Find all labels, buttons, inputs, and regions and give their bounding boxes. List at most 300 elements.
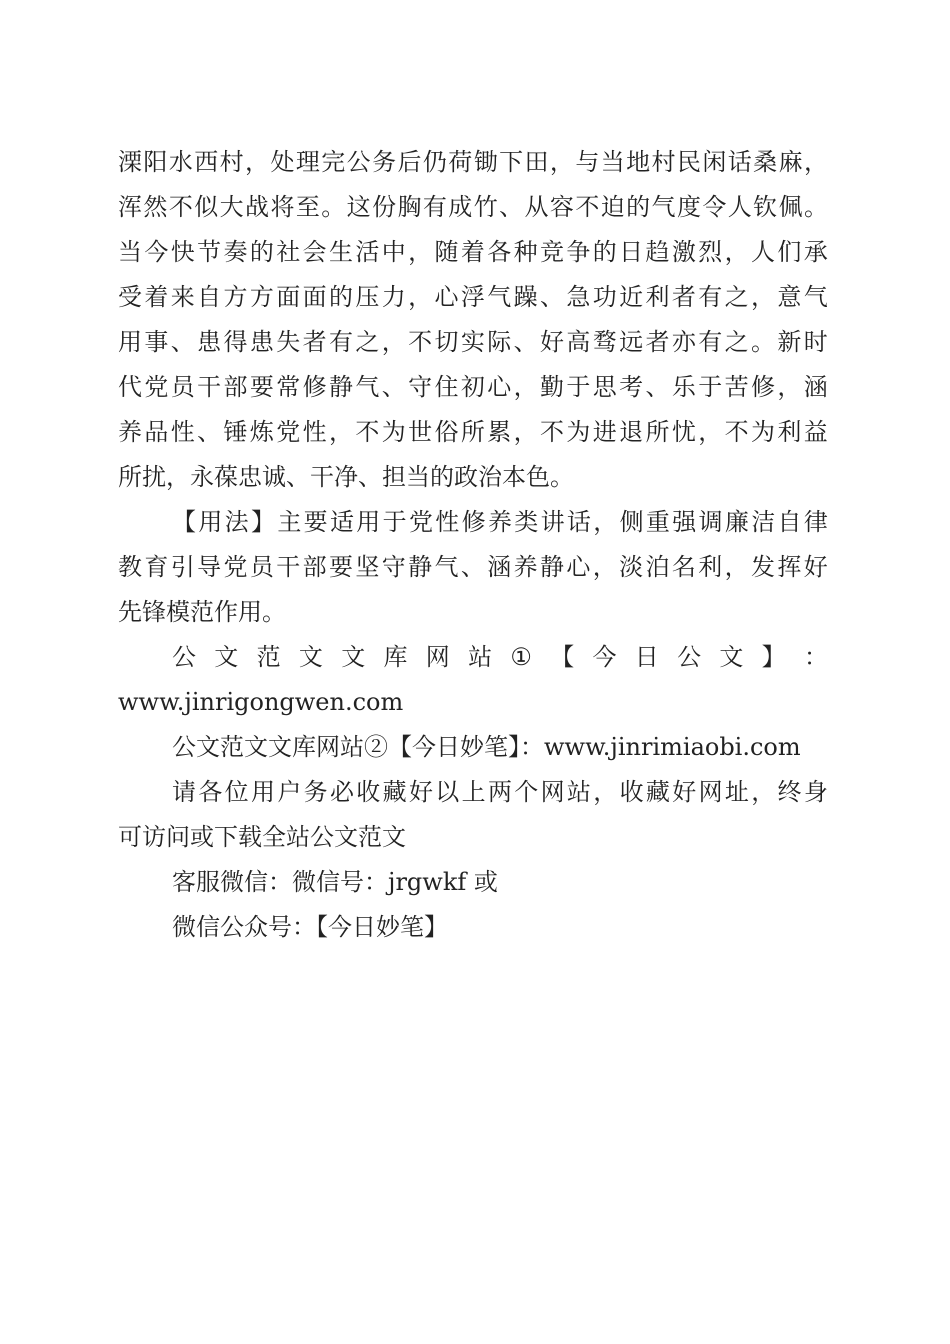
glyph: ， <box>593 778 618 806</box>
glyph: 涵 <box>487 553 512 581</box>
glyph: ， <box>751 778 776 806</box>
text-line <box>118 230 828 275</box>
text-line: 所扰，永葆忠诚、干净、担当的政治本色。 <box>118 463 574 491</box>
glyph: 心 <box>487 373 512 401</box>
glyph: 然 <box>143 193 168 221</box>
glyph: 住 <box>434 373 459 401</box>
service-block <box>118 860 828 950</box>
glyph: 类 <box>514 508 539 536</box>
glyph: 浮 <box>460 283 485 311</box>
glyph: 理 <box>295 148 320 176</box>
glyph: 切 <box>434 328 459 356</box>
glyph: 心 <box>566 553 591 581</box>
glyph: 随 <box>434 238 459 266</box>
glyph: ： <box>803 643 828 671</box>
glyph: 炼 <box>249 418 274 446</box>
glyph: 名 <box>671 553 696 581</box>
glyph: 淡 <box>619 553 644 581</box>
glyph: 所 <box>460 418 485 446</box>
glyph: 员 <box>249 553 274 581</box>
glyph: 为 <box>751 418 775 446</box>
glyph: 文 <box>719 643 744 671</box>
glyph: 种 <box>513 238 538 266</box>
glyph: 下 <box>499 148 524 176</box>
glyph: 收 <box>356 778 381 806</box>
glyph: 者 <box>671 283 696 311</box>
glyph: 守 <box>381 553 406 581</box>
glyph: 时 <box>803 328 828 356</box>
glyph: 大 <box>219 193 244 221</box>
glyph: 之 <box>724 283 749 311</box>
glyph: 、 <box>513 328 538 356</box>
glyph: 气 <box>803 283 828 311</box>
glyph: 患 <box>249 328 274 356</box>
glyph: 得 <box>223 328 248 356</box>
glyph: 村 <box>219 148 244 176</box>
glyph: 】 <box>250 508 275 536</box>
glyph: 党 <box>276 418 301 446</box>
glyph: 】 <box>761 643 786 671</box>
glyph: 修 <box>302 373 327 401</box>
glyph: ① <box>510 643 532 671</box>
glyph: 自 <box>777 508 802 536</box>
text-line <box>118 365 828 410</box>
text-line <box>118 185 828 230</box>
glyph: 人 <box>727 193 752 221</box>
glyph: 阳 <box>143 148 168 176</box>
glyph: 党 <box>223 553 248 581</box>
glyph: 日 <box>619 238 644 266</box>
glyph: 养 <box>487 508 512 536</box>
glyph: 患 <box>197 328 222 356</box>
glyph: 新 <box>777 328 802 356</box>
glyph: 桑 <box>753 148 778 176</box>
glyph: 从 <box>524 193 549 221</box>
glyph: 着 <box>144 283 169 311</box>
glyph: 要 <box>303 508 328 536</box>
glyph: 烈 <box>698 238 723 266</box>
glyph: 荷 <box>448 148 473 176</box>
glyph: 各 <box>487 238 512 266</box>
glyph: 骛 <box>592 328 617 356</box>
glyph: 、 <box>540 283 564 311</box>
glyph: 生 <box>329 238 353 266</box>
glyph: 身 <box>803 778 828 806</box>
glyph: ， <box>381 328 406 356</box>
text-line <box>118 275 828 320</box>
glyph: 实 <box>460 328 485 356</box>
glyph: 今 <box>144 238 169 266</box>
glyph: 胸 <box>397 193 422 221</box>
glyph: ， <box>698 418 723 446</box>
glyph: 今 <box>592 643 617 671</box>
glyph: 钦 <box>753 193 778 221</box>
glyph: 与 <box>575 148 600 176</box>
glyph: ， <box>329 418 353 446</box>
glyph: ， <box>513 418 538 446</box>
glyph: 的 <box>329 283 353 311</box>
glyph: 好 <box>540 328 564 356</box>
glyph: 静 <box>329 373 353 401</box>
glyph: 【 <box>172 508 196 536</box>
glyph: 静 <box>540 553 564 581</box>
glyph: 份 <box>372 193 397 221</box>
glyph: 高 <box>566 328 591 356</box>
glyph: 者 <box>645 328 670 356</box>
text-line <box>118 545 828 590</box>
glyph: 必 <box>329 778 354 806</box>
glyph: 仍 <box>422 148 447 176</box>
glyph: 益 <box>803 418 828 446</box>
glyph: 有 <box>698 328 723 356</box>
glyph: 终 <box>777 778 802 806</box>
glyph: 的 <box>249 238 274 266</box>
glyph: 锄 <box>473 148 498 176</box>
glyph: 范 <box>256 643 281 671</box>
glyph: 有 <box>329 328 353 356</box>
website-2-block <box>118 725 828 770</box>
glyph: 引 <box>170 553 195 581</box>
website-1-prefix <box>118 635 828 680</box>
glyph: 世 <box>408 418 433 446</box>
paragraph-usage <box>118 500 828 635</box>
glyph: 好 <box>803 553 828 581</box>
glyph: 受 <box>118 283 142 311</box>
glyph: 静 <box>408 553 433 581</box>
glyph: 活 <box>355 238 380 266</box>
glyph: 库 <box>383 643 408 671</box>
glyph: 累 <box>487 418 512 446</box>
glyph: 党 <box>408 508 433 536</box>
glyph: 不 <box>408 328 433 356</box>
glyph: 至 <box>295 193 320 221</box>
glyph: 育 <box>144 553 169 581</box>
glyph: 务 <box>372 148 397 176</box>
glyph: 话 <box>566 508 591 536</box>
glyph: 不 <box>724 418 749 446</box>
glyph: 、 <box>381 373 406 401</box>
glyph: 不 <box>540 418 564 446</box>
glyph: 亦 <box>671 328 696 356</box>
glyph: 近 <box>619 283 644 311</box>
glyph: 、 <box>197 418 222 446</box>
glyph: 意 <box>777 283 802 311</box>
glyph: 方 <box>223 283 248 311</box>
glyph: 性 <box>435 508 460 536</box>
glyph: 。 <box>803 193 828 221</box>
website-1-url[interactable]: www.jinrigongwen.com <box>118 688 404 716</box>
glyph: 公 <box>677 643 702 671</box>
text-line: 先锋模范作用。 <box>118 598 286 626</box>
glyph: 。 <box>751 328 775 356</box>
glyph: 用 <box>118 328 142 356</box>
glyph: 奏 <box>223 238 248 266</box>
glyph: 有 <box>698 283 723 311</box>
glyph: 员 <box>170 373 195 401</box>
glyph: 藏 <box>382 778 407 806</box>
glyph: 用 <box>198 508 223 536</box>
glyph: 讲 <box>540 508 565 536</box>
glyph: 将 <box>270 193 295 221</box>
glyph: 不 <box>168 193 193 221</box>
glyph: 社 <box>276 238 301 266</box>
glyph: 党 <box>144 373 169 401</box>
glyph: 、 <box>170 328 195 356</box>
glyph: 干 <box>276 553 301 581</box>
glyph: 失 <box>276 328 301 356</box>
glyph: 勤 <box>540 373 564 401</box>
glyph: 际 <box>487 328 512 356</box>
glyph: 中 <box>381 238 406 266</box>
website-1-block <box>118 635 828 725</box>
glyph: 处 <box>270 148 295 176</box>
glyph: 于 <box>382 508 407 536</box>
glyph: 竞 <box>540 238 564 266</box>
glyph: 趋 <box>645 238 670 266</box>
glyph: 网 <box>698 778 723 806</box>
glyph: 之 <box>355 328 380 356</box>
glyph: 功 <box>592 283 617 311</box>
notice-line: 可访问或下载全站公文范文 <box>118 823 406 851</box>
glyph: 闲 <box>702 148 727 176</box>
glyph: 洁 <box>751 508 776 536</box>
glyph: 激 <box>671 238 696 266</box>
glyph: 日 <box>634 643 659 671</box>
service-official-account: 微信公众号：【今日妙笔】 <box>172 913 448 941</box>
glyph: 常 <box>276 373 301 401</box>
glyph: 远 <box>619 328 644 356</box>
glyph: 要 <box>329 553 353 581</box>
glyph: 似 <box>194 193 219 221</box>
glyph: 请 <box>172 778 196 806</box>
glyph: 养 <box>513 553 538 581</box>
glyph: 气 <box>434 553 459 581</box>
glyph: 急 <box>566 283 591 311</box>
glyph: 、 <box>645 373 670 401</box>
glyph: ， <box>245 148 270 176</box>
glyph: 快 <box>170 238 195 266</box>
glyph: 思 <box>592 373 617 401</box>
glyph: 为 <box>381 418 406 446</box>
glyph: 址 <box>724 778 749 806</box>
glyph: 代 <box>118 373 142 401</box>
glyph: 收 <box>619 778 644 806</box>
glyph: 考 <box>619 373 644 401</box>
glyph: 上 <box>461 778 486 806</box>
text-line <box>118 500 828 545</box>
glyph: 气 <box>487 283 512 311</box>
glyph: ， <box>408 238 433 266</box>
glyph: 性 <box>302 418 327 446</box>
glyph: 之 <box>724 328 749 356</box>
glyph: 法 <box>224 508 249 536</box>
glyph: 度 <box>676 193 701 221</box>
glyph: 站 <box>566 778 591 806</box>
glyph: 挥 <box>777 553 802 581</box>
glyph: 力 <box>381 283 406 311</box>
glyph: 心 <box>434 283 459 311</box>
glyph: 强 <box>672 508 697 536</box>
glyph: 涵 <box>803 373 828 401</box>
glyph: 节 <box>197 238 222 266</box>
notice-line <box>118 770 828 815</box>
glyph: 文 <box>341 643 366 671</box>
glyph: 廉 <box>724 508 749 536</box>
glyph: ， <box>513 373 538 401</box>
glyph: 网 <box>425 643 450 671</box>
glyph: 不 <box>575 193 600 221</box>
glyph: 民 <box>676 148 701 176</box>
glyph: 苦 <box>724 373 749 401</box>
glyph: 话 <box>727 148 752 176</box>
glyph: 要 <box>249 373 274 401</box>
glyph: 迫 <box>600 193 625 221</box>
glyph: 部 <box>302 553 327 581</box>
glyph: 于 <box>698 373 723 401</box>
glyph: 佩 <box>778 193 803 221</box>
glyph: 进 <box>592 418 617 446</box>
glyph: 会 <box>302 238 327 266</box>
glyph: 站 <box>468 643 493 671</box>
glyph: 溧 <box>118 148 142 176</box>
glyph: 各 <box>198 778 223 806</box>
glyph: 守 <box>408 373 433 401</box>
glyph: 侧 <box>619 508 644 536</box>
glyph: 以 <box>435 778 460 806</box>
glyph: 导 <box>197 553 222 581</box>
glyph: 有 <box>422 193 447 221</box>
text-line <box>118 410 828 455</box>
paragraph-reflection <box>118 140 828 500</box>
glyph: 气 <box>355 373 380 401</box>
glyph: 所 <box>645 418 670 446</box>
glyph: 利 <box>645 283 670 311</box>
glyph: 容 <box>549 193 574 221</box>
glyph: 部 <box>223 373 248 401</box>
glyph: 事 <box>144 328 169 356</box>
glyph: 用 <box>250 778 275 806</box>
glyph: 乐 <box>671 373 696 401</box>
glyph: ， <box>549 148 574 176</box>
glyph: 来 <box>170 283 195 311</box>
glyph: 人 <box>751 238 775 266</box>
glyph: ， <box>592 553 617 581</box>
glyph: 成 <box>448 193 473 221</box>
glyph: 务 <box>303 778 328 806</box>
glyph: 适 <box>329 508 354 536</box>
glyph: 面 <box>302 283 327 311</box>
glyph: 律 <box>803 508 828 536</box>
glyph: 公 <box>172 643 196 671</box>
glyph: 躁 <box>513 283 538 311</box>
glyph: 位 <box>224 778 249 806</box>
glyph: 修 <box>751 373 775 401</box>
glyph: 气 <box>651 193 676 221</box>
glyph: 、 <box>460 553 485 581</box>
glyph: 不 <box>355 418 380 446</box>
glyph: ， <box>803 148 828 176</box>
glyph: ， <box>751 283 775 311</box>
glyph: 利 <box>777 418 802 446</box>
glyph: 着 <box>460 238 485 266</box>
glyph: 为 <box>566 418 591 446</box>
glyph: 网 <box>540 778 565 806</box>
glyph: 地 <box>626 148 651 176</box>
glyph: 好 <box>672 778 697 806</box>
glyph: 面 <box>276 283 301 311</box>
glyph: 调 <box>698 508 723 536</box>
glyph: 争 <box>566 238 591 266</box>
glyph: 文 <box>214 643 239 671</box>
glyph: 压 <box>355 283 380 311</box>
service-wechat: 客服微信：微信号：jrgwkf 或 <box>172 868 498 896</box>
glyph: 于 <box>566 373 591 401</box>
glyph: ， <box>408 283 433 311</box>
glyph: ， <box>724 238 749 266</box>
glyph: ， <box>724 553 749 581</box>
glyph: ， <box>777 373 802 401</box>
glyph: 性 <box>170 418 195 446</box>
glyph: 方 <box>249 283 274 311</box>
glyph: 竹 <box>473 193 498 221</box>
glyph: 水 <box>168 148 193 176</box>
glyph: 公 <box>346 148 371 176</box>
glyph: 文 <box>298 643 323 671</box>
glyph: 承 <box>803 238 828 266</box>
glyph: 西 <box>194 148 219 176</box>
document-body <box>118 140 828 950</box>
glyph: 自 <box>197 283 222 311</box>
glyph: 藏 <box>645 778 670 806</box>
glyph: 当 <box>118 238 142 266</box>
glyph: 两 <box>487 778 512 806</box>
text-line <box>118 140 828 185</box>
glyph: 这 <box>346 193 371 221</box>
glyph: 【 <box>550 643 575 671</box>
glyph: 者 <box>302 328 327 356</box>
glyph: 户 <box>277 778 302 806</box>
glyph: 泊 <box>645 553 670 581</box>
glyph: 。 <box>321 193 346 221</box>
glyph: 忧 <box>671 418 696 446</box>
website-2-line[interactable]: 公文范文文库网站②【今日妙笔】：www.jinrimiaobi.com <box>172 733 801 761</box>
glyph: 完 <box>321 148 346 176</box>
glyph: 的 <box>626 193 651 221</box>
glyph: 田 <box>524 148 549 176</box>
glyph: 利 <box>698 553 723 581</box>
glyph: 后 <box>397 148 422 176</box>
glyph: 令 <box>702 193 727 221</box>
glyph: 发 <box>751 553 775 581</box>
glyph: 养 <box>118 418 142 446</box>
glyph: 麻 <box>778 148 803 176</box>
glyph: 干 <box>197 373 222 401</box>
glyph: 战 <box>245 193 270 221</box>
glyph: 个 <box>514 778 539 806</box>
glyph: 、 <box>499 193 524 221</box>
glyph: 好 <box>408 778 433 806</box>
glyph: 当 <box>600 148 625 176</box>
glyph: 用 <box>356 508 381 536</box>
glyph: 主 <box>277 508 302 536</box>
glyph: 重 <box>645 508 670 536</box>
glyph: 俗 <box>434 418 459 446</box>
glyph: 们 <box>777 238 802 266</box>
notice-block <box>118 770 828 860</box>
glyph: 锤 <box>223 418 248 446</box>
glyph: 修 <box>461 508 486 536</box>
glyph: 品 <box>144 418 169 446</box>
